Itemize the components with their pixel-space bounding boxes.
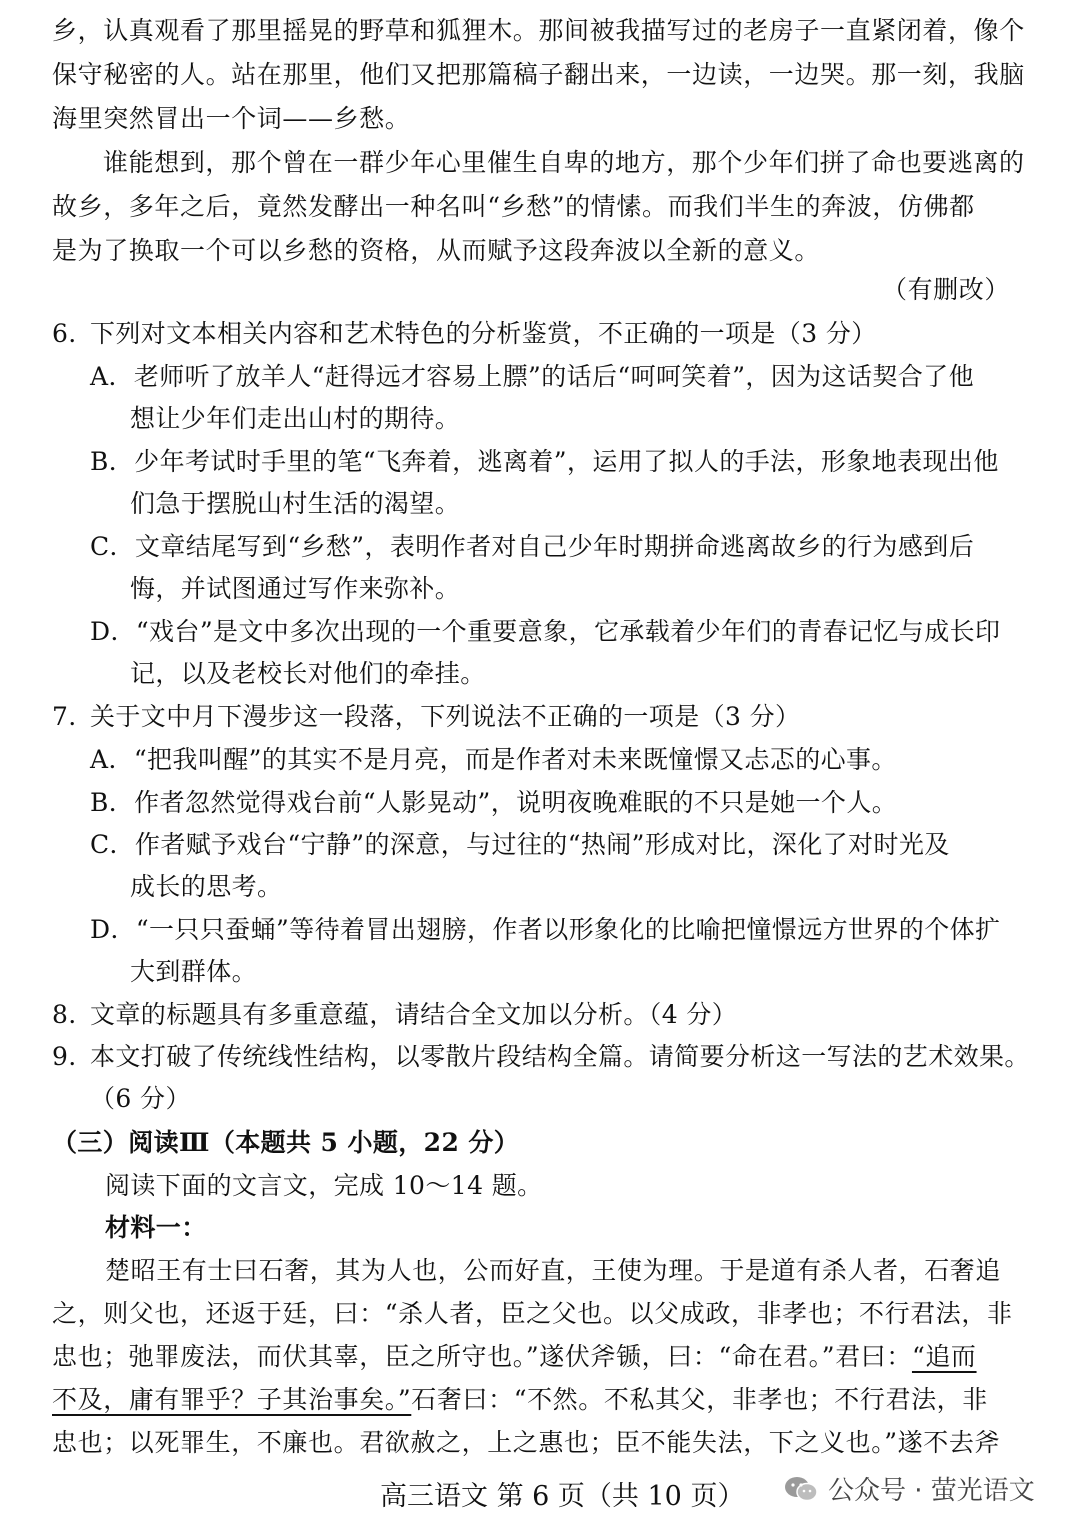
passage-line: 故乡，多年之后，竟然发酵出一种名叫“乡愁”的情愫。而我们半生的奔波，仿佛都: [52, 192, 975, 221]
classical-text-segment: 石奢曰：“不然。不私其父，非孝也；不行君法，非: [411, 1385, 988, 1414]
option-line: 成长的思考。: [130, 872, 283, 901]
underlined-segment: 不及，庸有罪乎？子其治事矣。”: [52, 1385, 412, 1414]
question-stem: 文章的标题具有多重意蕴，请结合全文加以分析。（4 分）: [90, 1000, 738, 1029]
option-line: C．作者赋予戏台“宁静”的深意，与过往的“热闹”形成对比，深化了对时光及: [90, 830, 950, 859]
question-number: 7.: [52, 702, 77, 731]
option-line: B．少年考试时手里的笔“飞奔着，逃离着”，运用了拟人的手法，形象地表现出他: [90, 447, 999, 476]
wechat-icon: [784, 1475, 818, 1503]
question-stem: 关于文中月下漫步这一段落，下列说法不正确的一项是（3 分）: [90, 702, 801, 731]
option-line: 想让少年们走出山村的期待。: [130, 404, 461, 433]
option-line: D．“戏台”是文中多次出现的一个重要意象，它承载着少年们的青春记忆与成长印: [90, 617, 1001, 646]
option-line: C．文章结尾写到“乡愁”，表明作者对自己少年时期拼命逃离故乡的行为感到后: [90, 532, 975, 561]
passage-line: 海里突然冒出一个词——乡愁。: [52, 104, 411, 133]
option-line: A．“把我叫醒”的其实不是月亮，而是作者对未来既憧憬又忐忑的心事。: [90, 745, 897, 774]
underlined-segment: “追而: [911, 1342, 977, 1371]
question-stem: 本文打破了传统线性结构，以零散片段结构全篇。请简要分析这一写法的艺术效果。: [90, 1042, 1030, 1071]
question-number: 9.: [52, 1042, 77, 1071]
passage-line: 乡，认真观看了那里摇晃的野草和狐狸木。那间被我描写过的老房子一直紧闭着，像个: [52, 16, 1025, 45]
classical-text-line: [52, 1340, 977, 1374]
classical-text-line: 楚昭王有士曰石奢，其为人也，公而好直，王使为理。于是道有杀人者，石奢追: [105, 1256, 1002, 1285]
classical-text-line: 之，则父也，还返于廷，曰：“杀人者，臣之父也。以父成政，非孝也；不行君法，非: [52, 1299, 1013, 1328]
passage-line: 保守秘密的人。站在那里，他们又把那篇稿子翻出来，一边读，一边哭。那一刻，我脑: [52, 60, 1025, 89]
passage-line: 是为了换取一个可以乡愁的资格，从而赋予这段奔波以全新的意义。: [52, 236, 821, 265]
watermark: [784, 1470, 1035, 1507]
option-line: 大到群体。: [130, 957, 258, 986]
source-note: （有删改）: [881, 275, 1010, 304]
question-stem: 下列对文本相关内容和艺术特色的分析鉴赏，不正确的一项是（3 分）: [90, 319, 877, 348]
question-number: 8.: [52, 1000, 77, 1029]
option-line: D．“一只只蚕蛹”等待着冒出翅膀，作者以形象化的比喻把憧憬远方世界的个体扩: [90, 915, 1001, 944]
option-line: 记，以及老校长对他们的牵挂。: [130, 659, 486, 688]
option-line: 悔，并试图通过写作来弥补。: [130, 574, 461, 603]
classical-text-line: 忠也；以死罪生，不廉也。君欲赦之，上之惠也；臣不能失法，下之义也。”遂不去斧: [52, 1428, 1001, 1457]
option-line: A．老师听了放羊人“赶得远才容易上膘”的话后“呵呵笑着”，因为这话契合了他: [90, 362, 974, 391]
passage-line: 谁能想到，那个曾在一群少年心里催生自卑的地方，那个少年们拼了命也要逃离的: [103, 148, 1025, 177]
watermark-text: 公众号 · 萤光语文: [828, 1476, 1035, 1506]
question-stem: （6 分）: [90, 1084, 191, 1113]
question-number: 6.: [52, 319, 77, 348]
section-heading: （三）阅读Ⅲ（本题共 5 小题，22 分）: [52, 1128, 520, 1157]
page-footer: 高三语文 第 6 页（共 10 页）: [380, 1481, 745, 1512]
classical-text-segment: 忠也；弛罪废法，而伏其辜，臣之所守也。”遂伏斧锧，曰：“命在君。”君曰：: [52, 1342, 912, 1371]
material-label: 材料一：: [105, 1213, 207, 1242]
section-instruction: 阅读下面的文言文，完成 10～14 题。: [105, 1171, 543, 1200]
classical-text-line: [52, 1383, 988, 1417]
option-line: B．作者忽然觉得戏台前“人影晃动”，说明夜晚难眠的不只是她一个人。: [90, 788, 898, 817]
option-line: 们急于摆脱山村生活的渴望。: [130, 489, 461, 518]
